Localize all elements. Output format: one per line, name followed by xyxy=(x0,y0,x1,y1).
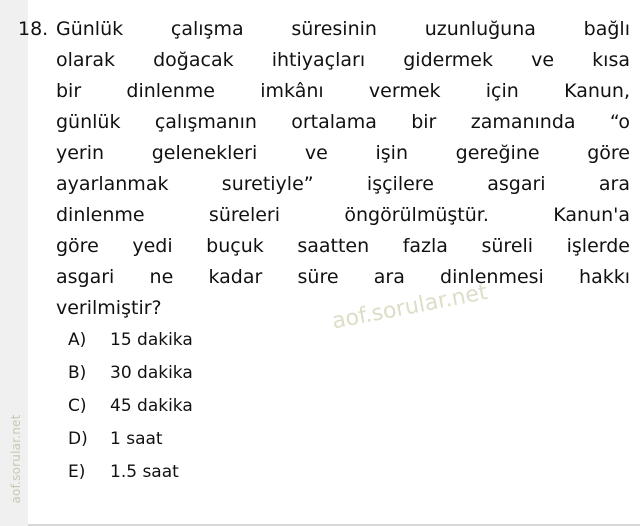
answer-options xyxy=(68,330,508,495)
option-letter: C) xyxy=(68,396,87,416)
option-e[interactable] xyxy=(68,462,508,482)
question-line: dinlenme süreleri öngörülmüştür. Kanun'a xyxy=(56,204,630,226)
option-letter: B) xyxy=(68,363,87,383)
question-line: günlük çalışmanın ortalama bir zamanında “o xyxy=(56,111,630,133)
option-letter: E) xyxy=(68,462,86,482)
option-c[interactable] xyxy=(68,396,508,416)
question-line: yerin gelenekleri ve işin gereğine göre xyxy=(56,142,630,164)
option-text: 1 saat xyxy=(110,429,163,449)
question-number: 18. xyxy=(18,18,49,40)
question-line: ayarlanmak suretiyle” işçilere asgari ara xyxy=(56,173,630,195)
left-watermark: aof.sorular.net xyxy=(9,414,23,504)
option-b[interactable] xyxy=(68,363,508,383)
question-line: asgari ne kadar süre ara dinlenmesi hakkı xyxy=(56,266,630,288)
option-d[interactable] xyxy=(68,429,508,449)
option-text: 1.5 saat xyxy=(110,462,179,482)
question-line: verilmiştir? xyxy=(56,297,162,319)
question-line: bir dinlenme imkânı vermek için Kanun, xyxy=(56,80,630,102)
option-text: 30 dakika xyxy=(110,363,193,383)
center-watermark: aof.sorular.net xyxy=(330,279,490,335)
question-text xyxy=(56,14,634,324)
question-line: Günlük çalışma süresinin uzunluğuna bağlı xyxy=(56,18,630,40)
option-letter: D) xyxy=(68,429,88,449)
option-a[interactable] xyxy=(68,330,508,350)
option-text: 45 dakika xyxy=(110,396,193,416)
question-line: olarak doğacak ihtiyaçları gidermek ve kısa xyxy=(56,49,630,71)
question-block xyxy=(18,14,634,324)
question-line: göre yedi buçuk saatten fazla süreli işlerde xyxy=(56,235,630,257)
option-text: 15 dakika xyxy=(110,330,193,350)
option-letter: A) xyxy=(68,330,87,350)
